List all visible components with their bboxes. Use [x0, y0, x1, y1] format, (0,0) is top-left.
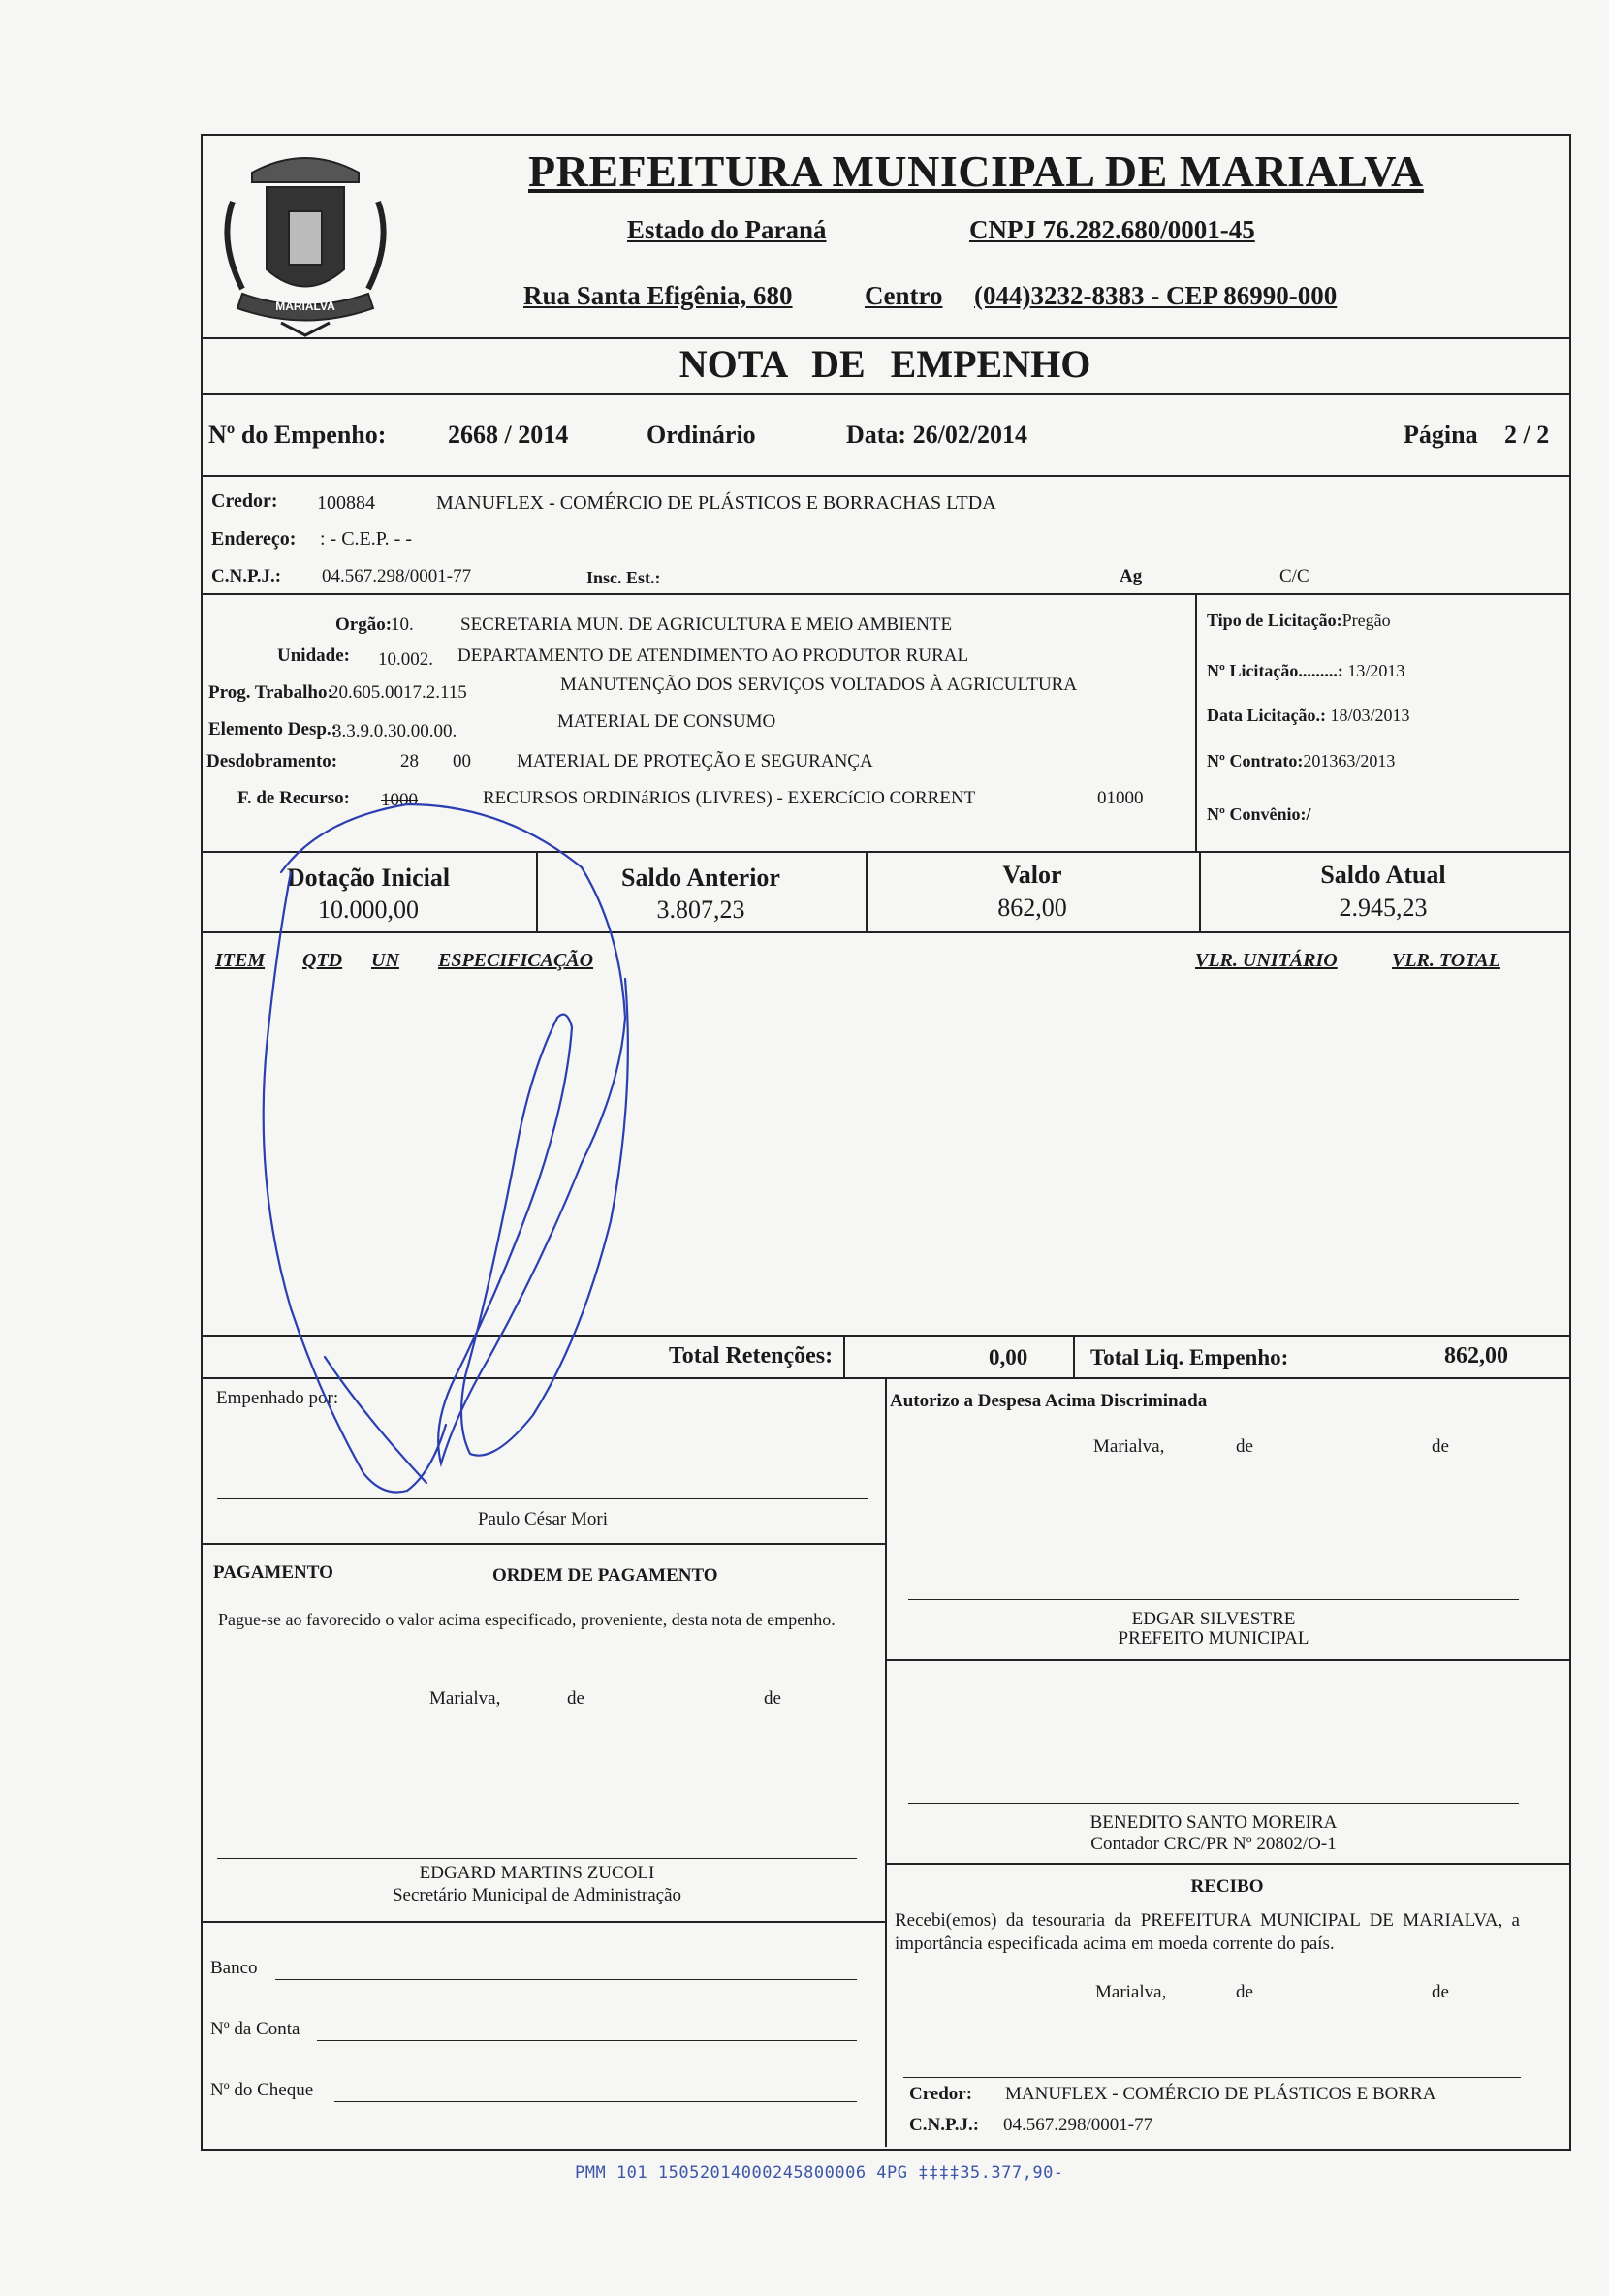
- recurso-name: RECURSOS ORDINáRIOS (LIVRES) - EXERCíCIO CORRENT: [483, 788, 976, 808]
- saldo-atual-label: Saldo Atual: [1320, 861, 1446, 889]
- contador-role: Contador CRC/PR Nº 20802/O-1: [1090, 1834, 1337, 1854]
- header-district: Centro: [865, 281, 943, 310]
- autorizo-label: Autorizo a Despesa Acima Discriminada: [890, 1391, 1208, 1411]
- desdob-label: Desdobramento:: [206, 751, 338, 771]
- saldo-atual-value: 2.945,23: [1339, 894, 1428, 922]
- prefeito-role: PREFEITO MUNICIPAL: [1118, 1628, 1309, 1649]
- valor-value: 862,00: [997, 894, 1067, 922]
- credor-address: : - C.E.P. - -: [320, 528, 412, 550]
- empenho-date: Data: 26/02/2014: [846, 421, 1028, 449]
- saldo-anterior-value: 3.807,23: [656, 896, 745, 924]
- licitacao-data: 18/03/2013: [1330, 706, 1410, 725]
- prefeito-name: EDGAR SILVESTRE: [1131, 1609, 1296, 1629]
- orgao-code: 10.: [391, 614, 414, 635]
- doc-title: NOTA DE EMPENHO: [678, 342, 1091, 386]
- banco-field[interactable]: [275, 1979, 857, 1980]
- cheque-field[interactable]: [334, 2101, 857, 2102]
- pagamento-label: PAGAMENTO: [213, 1562, 333, 1583]
- credor-code: 100884: [317, 492, 375, 514]
- cnpj-label: C.N.P.J.:: [211, 566, 282, 586]
- insc-label: Insc. Est.:: [586, 568, 661, 587]
- col-vlr-total: VLR. TOTAL: [1392, 950, 1500, 971]
- col-especificacao: ESPECIFICAÇÃO: [438, 950, 594, 971]
- header-phone-cep: (044)3232-8383 - CEP 86990-000: [974, 281, 1338, 310]
- elemento-name: MATERIAL DE CONSUMO: [557, 711, 776, 732]
- prog-name: MANUTENÇÃO DOS SERVIÇOS VOLTADOS À AGRICULTURA: [560, 675, 1078, 695]
- col-un: UN: [371, 950, 399, 971]
- credor-cnpj: 04.567.298/0001-77: [322, 566, 472, 586]
- municipal-seal: [213, 143, 397, 337]
- col-item: ITEM: [215, 950, 266, 971]
- empenho-type: Ordinário: [647, 421, 756, 449]
- empenho-number: 2668 / 2014: [448, 421, 569, 449]
- empenhado-name: Paulo César Mori: [477, 1509, 609, 1529]
- desdob-name: MATERIAL DE PROTEÇÃO E SEGURANÇA: [517, 751, 873, 771]
- recurso-code2: 01000: [1097, 788, 1144, 808]
- contrato-label: Nº Contrato:201363/2013: [1207, 751, 1396, 771]
- recibo-text: Recebi(emos) da tesouraria da PREFEITURA MUNICIPAL DE MARIALVA, a importância especificada acima em moeda corrente do país.: [895, 1910, 1520, 1954]
- state-name: Estado do Paraná: [627, 215, 827, 244]
- desdob-code2: 00: [453, 751, 471, 771]
- cc-label: C/C: [1279, 566, 1309, 586]
- cheque-label: Nº do Cheque: [210, 2080, 314, 2100]
- autorizo-place: Marialva,: [1093, 1436, 1165, 1457]
- authentication-stamp: PMM 101 15052014000245800006 4PG ‡‡‡‡35.377,90-: [575, 2163, 1064, 2183]
- conta-label: Nº da Conta: [210, 2019, 300, 2039]
- col-qtd: QTD: [302, 950, 343, 971]
- prefeitura-title: PREFEITURA MUNICIPAL DE MARIALVA: [528, 146, 1424, 196]
- elemento-label: Elemento Desp.:: [208, 719, 337, 739]
- orgao-name: SECRETARIA MUN. DE AGRICULTURA E MEIO AMBIENTE: [460, 614, 953, 635]
- prog-label: Prog. Trabalho:: [208, 682, 333, 703]
- valor-label: Valor: [1002, 861, 1062, 889]
- retencoes-value: 0,00: [989, 1345, 1028, 1369]
- recibo-de1: de: [1236, 1982, 1253, 2002]
- secretario-role: Secretário Municipal de Administração: [392, 1885, 682, 1905]
- seal-text: MARIALVA: [275, 299, 335, 313]
- desdob-code: 28: [400, 751, 419, 771]
- dotacao-label: Dotação Inicial: [286, 864, 451, 892]
- pagamento-text: Pague-se ao favorecido o valor acima especificado, proveniente, desta nota de empenho.: [218, 1610, 836, 1629]
- autorizo-de2: de: [1432, 1436, 1449, 1457]
- dotacao-value: 10.000,00: [318, 896, 419, 924]
- licitacao-tipo-label: Tipo de Licitação:Pregão: [1207, 611, 1391, 630]
- empenho-label: Nº do Empenho:: [208, 421, 387, 449]
- credor-name: MANUFLEX - COMÉRCIO DE PLÁSTICOS E BORRACHAS LTDA: [436, 492, 996, 514]
- banco-label: Banco: [210, 1958, 258, 1978]
- licitacao-data-label: Data Licitação.: 18/03/2013: [1207, 706, 1410, 725]
- page-number: 2 / 2: [1504, 421, 1550, 449]
- pagamento-place: Marialva,: [429, 1688, 501, 1709]
- ag-label: Ag: [1120, 566, 1143, 586]
- convenio-label: Nº Convênio:/: [1207, 804, 1311, 824]
- autorizo-de1: de: [1236, 1436, 1253, 1457]
- licitacao-tipo: Pregão: [1341, 611, 1391, 630]
- header-cnpj: CNPJ 76.282.680/0001-45: [969, 215, 1255, 244]
- empenhado-label: Empenhado por:: [216, 1388, 339, 1408]
- secretario-name: EDGARD MARTINS ZUCOLI: [419, 1863, 655, 1883]
- recibo-place: Marialva,: [1095, 1982, 1167, 2002]
- ordem-pagamento-label: ORDEM DE PAGAMENTO: [492, 1565, 718, 1586]
- footer-credor-name: MANUFLEX - COMÉRCIO DE PLÁSTICOS E BORRA: [1005, 2084, 1436, 2104]
- footer-cnpj-label: C.N.P.J.:: [909, 2115, 980, 2135]
- pagamento-de2: de: [764, 1688, 781, 1709]
- recurso-code: 1000: [381, 790, 418, 810]
- header-address: Rua Santa Efigênia, 680: [523, 281, 793, 310]
- unidade-name: DEPARTAMENTO DE ATENDIMENTO AO PRODUTOR RURAL: [457, 645, 969, 666]
- liq-empenho-label: Total Liq. Empenho:: [1090, 1345, 1289, 1369]
- footer-cnpj: 04.567.298/0001-77: [1003, 2115, 1153, 2135]
- unidade-label: Unidade:: [277, 645, 350, 666]
- page-label: Página: [1404, 421, 1478, 449]
- unidade-code: 10.002.: [378, 649, 433, 670]
- address-label: Endereço:: [211, 528, 297, 550]
- licitacao-num-label: Nº Licitação.........: 13/2013: [1207, 661, 1405, 680]
- saldo-anterior-label: Saldo Anterior: [621, 864, 780, 892]
- credor-label: Credor:: [211, 490, 278, 512]
- contador-name: BENEDITO SANTO MOREIRA: [1089, 1812, 1338, 1833]
- orgao-label: Orgão:: [335, 614, 393, 635]
- recibo-de2: de: [1432, 1982, 1449, 2002]
- recurso-label: F. de Recurso:: [237, 788, 350, 808]
- pagamento-de1: de: [567, 1688, 584, 1709]
- col-vlr-unitario: VLR. UNITÁRIO: [1195, 950, 1338, 971]
- conta-field[interactable]: [317, 2040, 857, 2041]
- footer-credor-label: Credor:: [909, 2084, 973, 2104]
- prog-code: 20.605.0017.2.115: [330, 682, 467, 703]
- elemento-code: 3.3.9.0.30.00.00.: [332, 721, 457, 741]
- recibo-title: RECIBO: [1190, 1876, 1264, 1897]
- licitacao-num: 13/2013: [1347, 661, 1405, 680]
- liq-empenho-value: 862,00: [1444, 1343, 1508, 1368]
- retencoes-label: Total Retenções:: [669, 1343, 834, 1368]
- contrato-number: 201363/2013: [1303, 751, 1396, 771]
